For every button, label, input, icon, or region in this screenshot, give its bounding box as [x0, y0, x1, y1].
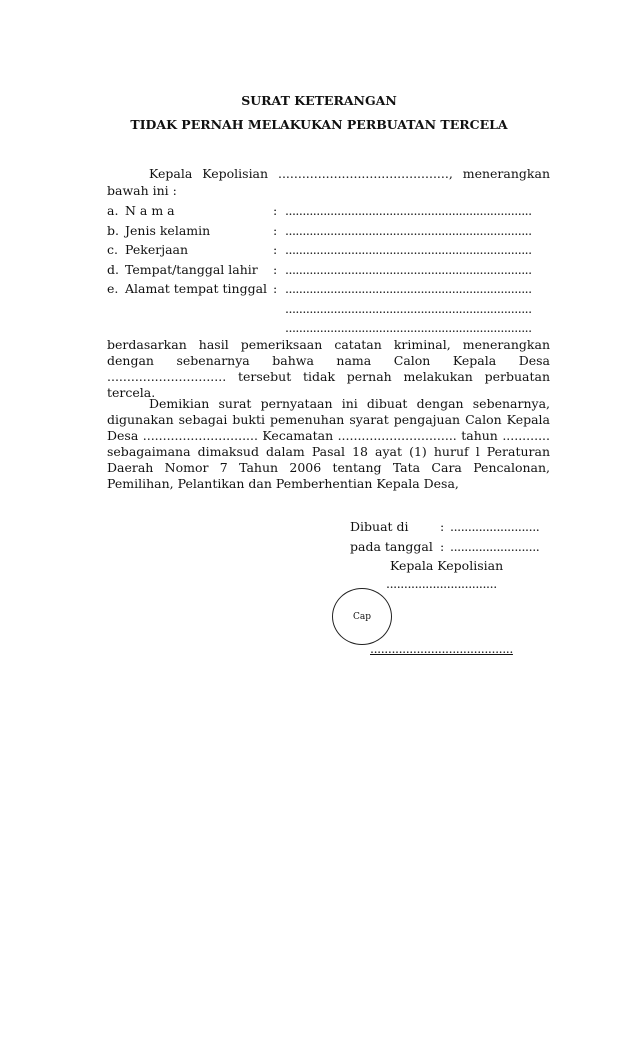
identity-fields [107, 201, 550, 338]
field-colon: : [273, 222, 278, 238]
made-at-label: Dibuat di [350, 519, 409, 534]
field-label: Alamat tempat tinggal [125, 281, 268, 296]
field-row-pekerjaan [107, 240, 550, 260]
field-row-jenis-kelamin [107, 221, 550, 241]
date-value: ......................... [450, 539, 540, 554]
field-label: Tempat/tanggal lahir [125, 261, 258, 277]
intro-text: Kepala Kepolisian ..........................................., menerangkan bawah ini : [107, 166, 550, 198]
field-value-jenis-kelamin: ....................................................................... [285, 222, 532, 238]
field-letter: a. [107, 203, 119, 218]
field-letter: b. [107, 222, 119, 238]
field-colon: : [273, 242, 278, 257]
field-row-tempat-tanggal-lahir [107, 260, 550, 280]
document-title: SURAT KETERANGAN [241, 93, 397, 108]
field-value-alamat: ....................................................................... [285, 281, 532, 296]
field-value-alamat-line2: ....................................................................... [285, 300, 532, 316]
stamp-circle [332, 588, 392, 645]
field-letter: c. [107, 242, 118, 257]
closing-text: Demikian surat pernyataan ini dibuat dengan sebenarnya, digunakan sebagai bukti pemenuhan syarat pengajuan Calon Kepala Desa ............................. Kecamatan .............................. tahun ............ sebagaimana dimaksud dalam Pasal 18 ayat (1) huruf l Peraturan Daerah Nomor 7 Tahun 2006 tentang Tata Cara Pencalonan, Pemilihan, Pelantikan dan Pemberhentian Kepala Desa, [107, 396, 550, 491]
closing-paragraph [107, 396, 550, 492]
field-row-alamat-cont-1 [107, 299, 550, 319]
field-colon: : [273, 203, 278, 218]
made-at-value: ......................... [450, 519, 540, 534]
field-row-alamat-cont-2 [107, 318, 550, 338]
field-colon: : [273, 281, 278, 296]
date-label: pada tanggal [350, 539, 433, 554]
official-title: Kepala Kepolisian [390, 558, 504, 573]
field-value-nama: ....................................................................... [285, 203, 532, 218]
made-at-colon: : [440, 519, 445, 534]
field-row-nama [107, 201, 550, 221]
field-colon: : [273, 261, 278, 277]
date-colon: : [440, 539, 445, 554]
document-subtitle: TIDAK PERNAH MELAKUKAN PERBUATAN TERCELA [130, 117, 508, 132]
field-label: Jenis kelamin [125, 222, 211, 238]
field-value-pekerjaan: ....................................................................... [285, 242, 532, 257]
official-location-dots: ............................... [386, 576, 497, 591]
intro-paragraph [107, 165, 550, 199]
field-label: N a m a [125, 203, 175, 218]
field-row-alamat [107, 279, 550, 299]
stamp-label: Cap [352, 611, 371, 622]
field-letter: d. [107, 261, 119, 277]
findings-paragraph: berdasarkan hasil pemeriksaan catatan kriminal, menerangkan dengan sebenarnya bahwa nama Calon Kepala Desa .............................. tersebut tidak pernah melakukan perbuatan tercela. [107, 337, 550, 400]
signature-line: ........................................ [370, 641, 513, 656]
field-value-alamat-line3: ....................................................................... [285, 320, 532, 335]
field-value-tempat-tanggal-lahir: ....................................................................... [285, 261, 532, 277]
field-label: Pekerjaan [125, 242, 189, 257]
field-letter: e. [107, 281, 119, 296]
